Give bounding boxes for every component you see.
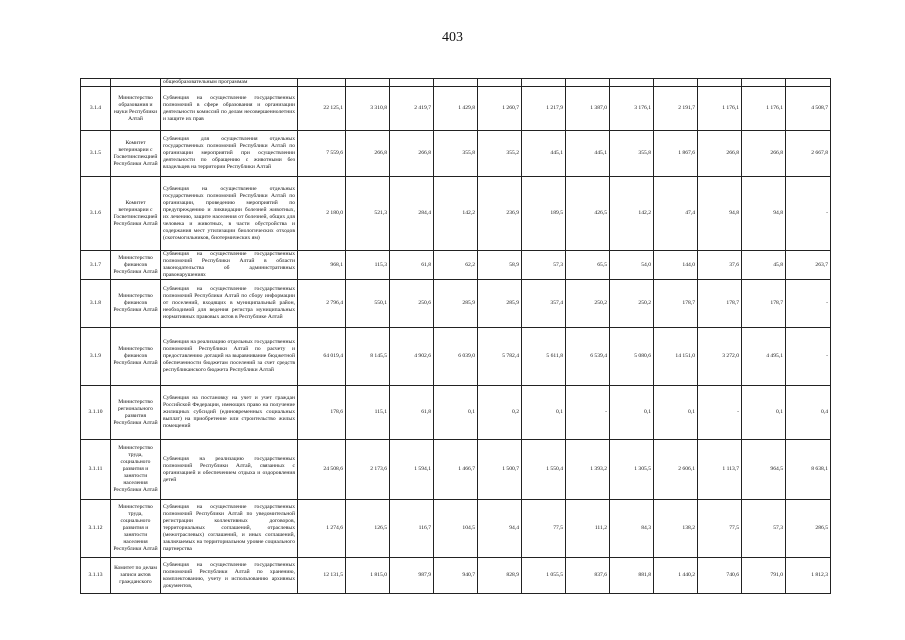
table-row bbox=[81, 251, 831, 280]
row-description: Субвенция на реализацию государственных полномочий Республики Алтай, связанных с организацией и обеспечением отдыха и оздоровления детей bbox=[161, 440, 298, 500]
row-value: 84,3 bbox=[610, 500, 654, 558]
row-executor: Министерство финансов Республики Алтай bbox=[111, 328, 161, 386]
row-value: 57,3 bbox=[742, 500, 786, 558]
row-value: 357,4 bbox=[522, 280, 566, 328]
row-value: 236,9 bbox=[478, 177, 522, 251]
continuation-text: общеобразовательным программам bbox=[161, 79, 298, 87]
row-value: 0,1 bbox=[522, 386, 566, 440]
budget-table bbox=[80, 78, 831, 594]
row-value: 3 272,0 bbox=[698, 328, 742, 386]
row-value: 940,7 bbox=[434, 558, 478, 594]
row-value: 12 131,5 bbox=[298, 558, 346, 594]
row-value: 77,5 bbox=[698, 500, 742, 558]
row-value: - bbox=[786, 280, 831, 328]
row-value: 7 559,6 bbox=[298, 131, 346, 177]
row-code: 3.1.4 bbox=[81, 87, 111, 131]
row-value: 1 176,1 bbox=[698, 87, 742, 131]
row-value: 115,1 bbox=[346, 386, 390, 440]
row-value: 0,1 bbox=[742, 386, 786, 440]
row-description: Субвенция на реализацию отдельных государственных полномочий Республики Алтай по расчету и предоставлению дотаций на выравнивание бюджетной обеспеченности бюджетам поселений за счет средств республиканского бюджета Республики Алтай bbox=[161, 328, 298, 386]
row-code: 3.1.7 bbox=[81, 251, 111, 280]
row-value: 3 310,8 bbox=[346, 87, 390, 131]
continuation-row bbox=[81, 79, 831, 87]
row-value: 837,6 bbox=[566, 558, 610, 594]
row-value: 1 466,7 bbox=[434, 440, 478, 500]
row-executor: Комитет ветеринарии с Госветинспекцией Республики Алтай bbox=[111, 131, 161, 177]
row-value: 250,2 bbox=[610, 280, 654, 328]
row-executor: Комитет ветеринарии с Госветинспекцией Республики Алтай bbox=[111, 177, 161, 251]
row-value: 740,6 bbox=[698, 558, 742, 594]
row-value: 987,9 bbox=[390, 558, 434, 594]
row-executor: Министерство труда, социального развития и занятости населения Республики Алтай bbox=[111, 500, 161, 558]
row-value: 64 019,4 bbox=[298, 328, 346, 386]
table-row bbox=[81, 558, 831, 594]
row-value: 126,5 bbox=[346, 500, 390, 558]
row-value: 115,3 bbox=[346, 251, 390, 280]
row-value: 0,4 bbox=[786, 386, 831, 440]
row-value: 964,5 bbox=[742, 440, 786, 500]
row-value: 1 815,0 bbox=[346, 558, 390, 594]
row-value: 138,2 bbox=[654, 500, 698, 558]
row-value: 355,8 bbox=[434, 131, 478, 177]
row-value: 1 274,6 bbox=[298, 500, 346, 558]
row-value: 1 500,7 bbox=[478, 440, 522, 500]
row-value: 24 508,6 bbox=[298, 440, 346, 500]
row-value: 116,7 bbox=[390, 500, 434, 558]
row-executor: Министерство финансов Республики Алтай bbox=[111, 280, 161, 328]
row-value: 189,5 bbox=[522, 177, 566, 251]
row-value: 4 902,6 bbox=[390, 328, 434, 386]
row-value: 285,9 bbox=[478, 280, 522, 328]
row-value: 2 419,7 bbox=[390, 87, 434, 131]
table-row bbox=[81, 440, 831, 500]
row-value: 550,1 bbox=[346, 280, 390, 328]
row-value: 178,7 bbox=[742, 280, 786, 328]
row-description: Субвенция на осуществление государственных полномочий Республики Алтай по уведомительной регистрации коллективных договоров, территориальных соглашений, отраслевых (межотраслевых) соглашений, и иных соглашений, заключаемых на территориальном уровне социального партнерства bbox=[161, 500, 298, 558]
table-row bbox=[81, 177, 831, 251]
row-value: 0,1 bbox=[654, 386, 698, 440]
row-value: 1 594,1 bbox=[390, 440, 434, 500]
row-value: 968,1 bbox=[298, 251, 346, 280]
row-value: 5 611,8 bbox=[522, 328, 566, 386]
row-value: 6 539,4 bbox=[566, 328, 610, 386]
row-value: 47,4 bbox=[654, 177, 698, 251]
row-value: 4 495,1 bbox=[742, 328, 786, 386]
row-value: 1 812,3 bbox=[786, 558, 831, 594]
table-row bbox=[81, 131, 831, 177]
row-value: 263,7 bbox=[786, 251, 831, 280]
row-value: 266,8 bbox=[346, 131, 390, 177]
row-code: 3.1.12 bbox=[81, 500, 111, 558]
row-value: 94,8 bbox=[698, 177, 742, 251]
row-description: Субвенция на осуществление государственных полномочий Республики Алтай по сбору информации от поселений, входящих в муниципальный район, необходимой для ведения регистра муниципальных нормативных правовых актов в Республике Алтай bbox=[161, 280, 298, 328]
table-row bbox=[81, 280, 831, 328]
row-value: 94,4 bbox=[478, 500, 522, 558]
row-executor: Министерство регионального развития Республики Алтай bbox=[111, 386, 161, 440]
row-value: 2 180,0 bbox=[298, 177, 346, 251]
row-code: 3.1.10 bbox=[81, 386, 111, 440]
row-value: 1 387,0 bbox=[566, 87, 610, 131]
row-value: 8 638,1 bbox=[786, 440, 831, 500]
row-description: Субвенция на осуществление государственных полномочий Республики Алтай в области законодательства об административных правонарушениях bbox=[161, 251, 298, 280]
row-value: 45,8 bbox=[742, 251, 786, 280]
row-value: 266,8 bbox=[742, 131, 786, 177]
row-value: 111,2 bbox=[566, 500, 610, 558]
row-value: 250,2 bbox=[566, 280, 610, 328]
row-value: 1 176,1 bbox=[742, 87, 786, 131]
row-code: 3.1.8 bbox=[81, 280, 111, 328]
row-value: 4 508,7 bbox=[786, 87, 831, 131]
row-value: 62,2 bbox=[434, 251, 478, 280]
row-value: 14 151,0 bbox=[654, 328, 698, 386]
row-value: 266,8 bbox=[698, 131, 742, 177]
row-value: 144,0 bbox=[654, 251, 698, 280]
row-value: 791,0 bbox=[742, 558, 786, 594]
row-value: 58,9 bbox=[478, 251, 522, 280]
row-value: 178,7 bbox=[698, 280, 742, 328]
row-value: 8 145,5 bbox=[346, 328, 390, 386]
row-value: 266,8 bbox=[390, 131, 434, 177]
row-value: 1 113,7 bbox=[698, 440, 742, 500]
row-value: - bbox=[566, 386, 610, 440]
table-row bbox=[81, 328, 831, 386]
row-value: 5 782,4 bbox=[478, 328, 522, 386]
row-value: 142,2 bbox=[434, 177, 478, 251]
row-value: 1 055,5 bbox=[522, 558, 566, 594]
row-code: 3.1.6 bbox=[81, 177, 111, 251]
row-value: 0,1 bbox=[434, 386, 478, 440]
row-executor: Министерство образования и науки Республики Алтай bbox=[111, 87, 161, 131]
row-value: 65,5 bbox=[566, 251, 610, 280]
row-value: 355,2 bbox=[478, 131, 522, 177]
row-value: 2 191,7 bbox=[654, 87, 698, 131]
row-code: 3.1.11 bbox=[81, 440, 111, 500]
row-value: 0,1 bbox=[610, 386, 654, 440]
table-row bbox=[81, 500, 831, 558]
row-value: 284,4 bbox=[390, 177, 434, 251]
row-value: 3 176,1 bbox=[610, 87, 654, 131]
row-value: 1 260,7 bbox=[478, 87, 522, 131]
row-value: 1 440,2 bbox=[654, 558, 698, 594]
row-description: Субвенция на осуществление государственных полномочий в сфере образования и организации деятельности комиссий по делам несовершеннолетних и защите их прав bbox=[161, 87, 298, 131]
row-value: 881,8 bbox=[610, 558, 654, 594]
row-value: 521,3 bbox=[346, 177, 390, 251]
row-value: 2 606,1 bbox=[654, 440, 698, 500]
row-value: - bbox=[786, 328, 831, 386]
row-value: 22 125,1 bbox=[298, 87, 346, 131]
row-value: 426,5 bbox=[566, 177, 610, 251]
row-description: Субвенция на постановку на учет и учет граждан Российской Федерации, имеющих право на получение жилищных субсидий (единовременных социальных выплат) на приобретение или строительство жилых помещений bbox=[161, 386, 298, 440]
row-value: 445,1 bbox=[522, 131, 566, 177]
row-value: 1 393,2 bbox=[566, 440, 610, 500]
row-value: 54,0 bbox=[610, 251, 654, 280]
row-value: 2 796,4 bbox=[298, 280, 346, 328]
row-value: 1 550,4 bbox=[522, 440, 566, 500]
row-description: Субвенция на осуществление государственных полномочий Республики Алтай по хранению, комплектованию, учету и использованию архивных документов, bbox=[161, 558, 298, 594]
row-value: 5 080,6 bbox=[610, 328, 654, 386]
row-value: - bbox=[786, 177, 831, 251]
row-value: 94,8 bbox=[742, 177, 786, 251]
row-value: 0,2 bbox=[478, 386, 522, 440]
row-executor: Министерство труда, социального развития и занятости населения Республики Алтай bbox=[111, 440, 161, 500]
row-value: 285,9 bbox=[434, 280, 478, 328]
row-value: 37,6 bbox=[698, 251, 742, 280]
row-value: 6 039,0 bbox=[434, 328, 478, 386]
table-row bbox=[81, 386, 831, 440]
row-value: 178,7 bbox=[654, 280, 698, 328]
row-value: 1 867,6 bbox=[654, 131, 698, 177]
row-description: Субвенция для осуществления отдельных государственных полномочий Республики Алтай по организации мероприятий при осуществлении деятельности по обращению с животными без владельцев на территории Республики Алтай bbox=[161, 131, 298, 177]
row-value: 286,5 bbox=[786, 500, 831, 558]
table-row bbox=[81, 87, 831, 131]
row-value: 77,5 bbox=[522, 500, 566, 558]
row-value: 2 667,8 bbox=[786, 131, 831, 177]
row-value: 57,3 bbox=[522, 251, 566, 280]
row-value: 828,9 bbox=[478, 558, 522, 594]
row-code: 3.1.5 bbox=[81, 131, 111, 177]
row-code: 3.1.13 bbox=[81, 558, 111, 594]
row-value: - bbox=[698, 386, 742, 440]
row-value: 1 429,8 bbox=[434, 87, 478, 131]
row-value: 445,1 bbox=[566, 131, 610, 177]
row-code: 3.1.9 bbox=[81, 328, 111, 386]
row-value: 142,2 bbox=[610, 177, 654, 251]
row-executor: Министерство финансов Республики Алтай bbox=[111, 251, 161, 280]
row-value: 104,5 bbox=[434, 500, 478, 558]
row-executor: Комитет по делам записи актов гражданского bbox=[111, 558, 161, 594]
row-value: 61,8 bbox=[390, 386, 434, 440]
row-description: Субвенция на осуществление отдельных государственных полномочий Республики Алтай по организации, проведению мероприятий по предупреждению и ликвидации болезней животных, их лечению, защите населения от болезней, общих для человека и животных, в части обустройства и содержания мест утилизации биологических отходов (скотомогильников, биотермических ям) bbox=[161, 177, 298, 251]
row-value: 355,8 bbox=[610, 131, 654, 177]
row-value: 1 217,9 bbox=[522, 87, 566, 131]
row-value: 178,6 bbox=[298, 386, 346, 440]
page-number: 403 bbox=[442, 30, 463, 45]
row-value: 250,6 bbox=[390, 280, 434, 328]
row-value: 61,8 bbox=[390, 251, 434, 280]
row-value: 1 305,5 bbox=[610, 440, 654, 500]
row-value: 2 173,6 bbox=[346, 440, 390, 500]
